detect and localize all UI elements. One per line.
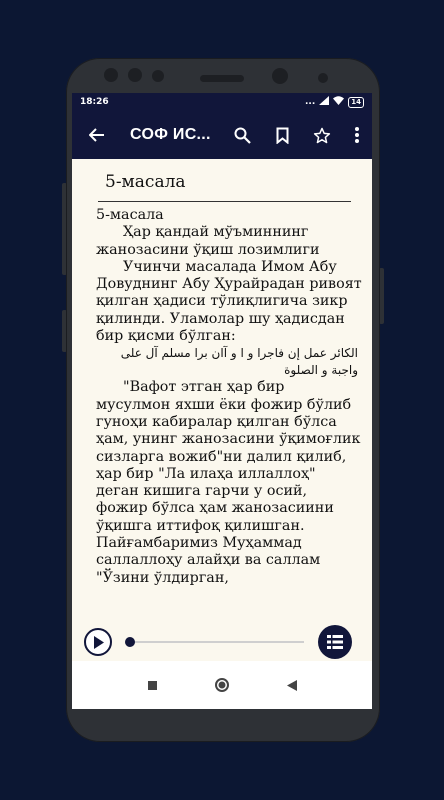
home-circle-icon[interactable] [212,675,232,695]
app-title: СОФ ИС... [130,126,211,143]
progress-thumb[interactable] [125,637,135,647]
front-sensor [152,70,164,82]
article-paragraph: Ҳар қандай мўъминнинг жанозасини ўқиш лозимлиги [96,224,320,258]
battery-indicator: 14 [348,97,364,108]
front-sensor [128,68,142,82]
article-paragraph: Учинчи масалада Имом Абу Довуднинг Абу Ҳурайрадан ривоят қилган ҳадиси тўлиқлигича зикр қилинди. Уламолар шу ҳадисдан бир қисми бўлган: [96,258,362,345]
contents-fab[interactable] [318,625,352,659]
status-bar [72,93,372,111]
more-vert-icon[interactable] [342,111,372,159]
chapter-heading: 5-масала [105,172,186,192]
back-triangle-icon[interactable] [282,675,302,695]
play-button[interactable] [84,628,112,656]
article-body [96,207,362,587]
article-paragraph: "Вафот этган ҳар бир мусулмон яхши ёки фожир бўлиб гуноҳи кабиралар қилган бўлса ҳам, унинг жанозасини ўқимоғлик сизларга вожиб"ни далил қилиб, ҳар бир "Ла илаҳа иллаллоҳ" деган кишига гарчи у осий, фожир бўлса ҳам жанозасиини ўқишга иттифоқ қилишган. Пайғамбаримиз Муҳаммад саллаллоҳу алайҳи ва саллам "Ўзини ўлдирган, [96,379,361,586]
front-sensor [318,73,328,83]
progress-track[interactable] [126,641,304,643]
wifi-icon [333,96,344,108]
earpiece-speaker [200,75,244,82]
star-outline-icon[interactable] [302,111,342,159]
play-icon [93,636,104,649]
status-time: 18:26 [80,97,109,107]
system-nav-bar [72,661,372,709]
signal-icon [319,96,329,108]
back-arrow-icon[interactable] [86,128,108,142]
audio-player [72,623,372,661]
front-camera [272,68,288,84]
front-sensor [104,68,118,82]
status-dots: ... [304,97,316,107]
arabic-quote: الكائر عمل إن فاجرا و ا و آان برا مسلم آل على واجبة و الصلوة [120,346,358,378]
bookmark-icon[interactable] [262,111,302,159]
phone-screen [72,93,372,709]
app-bar [72,111,372,159]
heading-divider [98,201,351,202]
article-subheading: 5-масала [96,207,164,223]
search-icon[interactable] [222,111,262,159]
list-icon [327,635,343,649]
recents-square-icon[interactable] [142,675,162,695]
